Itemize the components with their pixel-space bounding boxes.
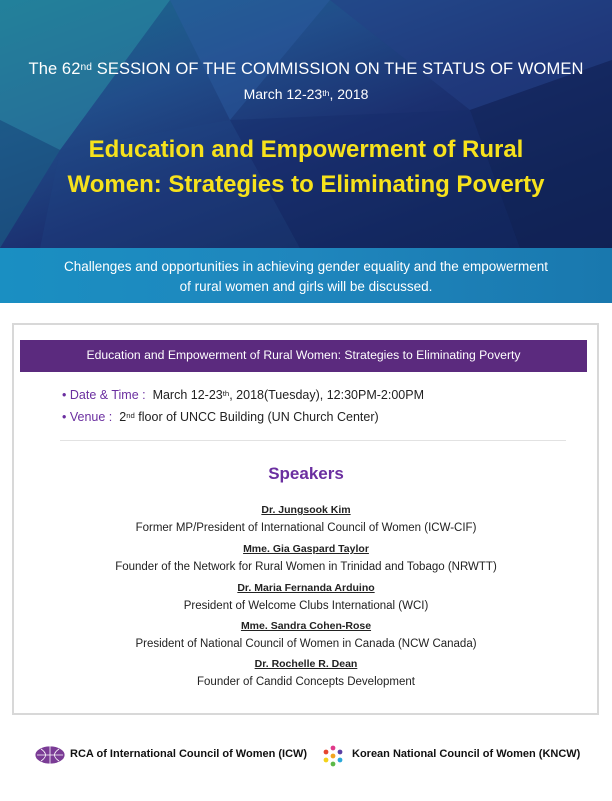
banner-background-graphic [0,0,612,248]
divider [60,440,566,441]
icw-organization: RCA of International Council of Women (ICW) [70,748,308,760]
speaker-role: Founder of Candid Concepts Development [197,676,415,688]
date-time-detail: • Date & Time : March 12-23th, 2018(Tuesday), 12:30PM-2:00PM [62,388,424,402]
date-bullet-icon: • [62,388,67,402]
venue-bullet-icon: • [62,410,67,424]
event-panel [12,323,599,715]
session-heading: The 62nd SESSION OF THE COMMISSION ON THE STATUS OF WOMEN [28,60,584,78]
speaker-name: Dr. Rochelle R. Dean [254,658,358,670]
speaker-role: President of Welcome Clubs International (WCI) [183,600,429,612]
speaker-name: Mme. Sandra Cohen-Rose [240,620,372,632]
speaker-role: President of National Council of Women in Canada (NCW Canada) [135,638,477,650]
speaker-role: Former MP/President of International Council of Women (ICW-CIF) [135,522,477,534]
kncw-flower-logo-icon [320,744,346,768]
speaker-role: Founder of the Network for Rural Women in Trinidad and Tobago (NRWTT) [115,561,497,573]
main-title: Education and Empowerment of Rural Women: Strategies to Eliminating Poverty [67,136,545,198]
speaker-name: Dr. Maria Fernanda Arduino [237,582,375,594]
kncw-organization: Korean National Council of Women (KNCW) [352,748,581,760]
icw-globe-logo-icon [33,744,67,766]
summary-ribbon: Challenges and opportunities in achieving gender equality and the empowerment of rural women and girls will be discussed. [0,248,612,303]
event-title-bar: Education and Empowerment of Rural Women: Strategies to Eliminating Poverty [20,340,587,372]
header-banner [0,0,612,248]
session-dates: March 12-23th, 2018 [243,86,369,102]
speakers-heading: Speakers [268,464,344,483]
speaker-name: Mme. Gia Gaspard Taylor [243,543,369,555]
venue-detail: • Venue : 2nd floor of UNCC Building (UN Church Center) [62,410,379,424]
speaker-name: Dr. Jungsook Kim [261,504,351,516]
